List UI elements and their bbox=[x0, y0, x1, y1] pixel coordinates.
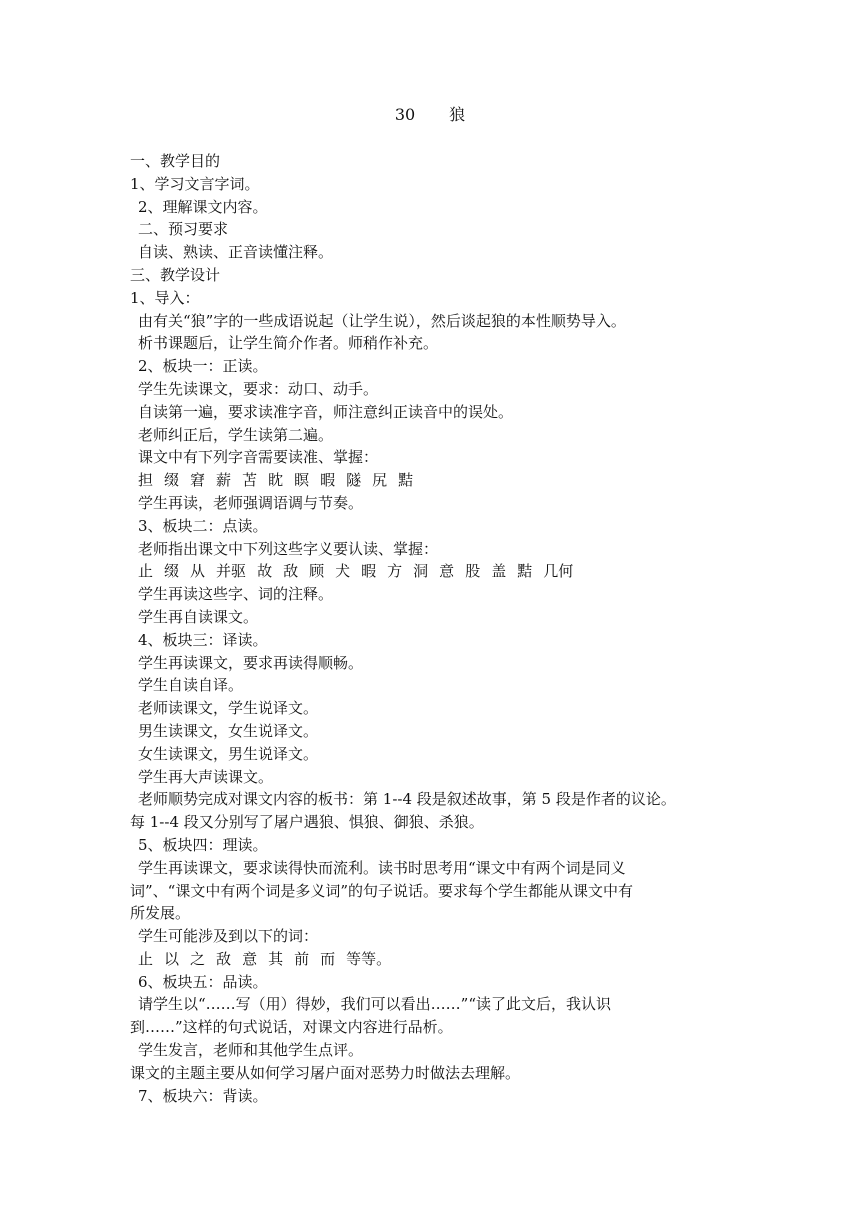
char-item: 黠 bbox=[517, 562, 533, 581]
char-list bbox=[130, 560, 740, 583]
text-line: 5、板块四：理读。 bbox=[138, 835, 268, 854]
char-item: 等等。 bbox=[346, 949, 392, 968]
text-line: 7、板块六：背读。 bbox=[138, 1086, 268, 1105]
text-line: 学生再读课文，要求读得快而流利。读书时思考用“课文中有两个词是同义 bbox=[138, 858, 626, 877]
char-item: 股 bbox=[465, 562, 481, 581]
text-line: 学生可能涉及到以下的词： bbox=[138, 927, 319, 946]
char-item: 缀 bbox=[164, 471, 180, 490]
char-item: 隧 bbox=[346, 471, 362, 490]
char-item: 止 bbox=[138, 562, 154, 581]
char-list bbox=[130, 469, 740, 492]
text-line: 男生读课文，女生说译文。 bbox=[138, 721, 319, 740]
char-item: 犬 bbox=[335, 562, 351, 581]
text-line: 一、教学目的 bbox=[130, 152, 221, 170]
char-item: 顾 bbox=[309, 562, 325, 581]
char-item: 眈 bbox=[268, 471, 284, 490]
text-line: 学生再读课文，要求再读得顺畅。 bbox=[138, 653, 364, 672]
title-number: 30 bbox=[394, 105, 416, 124]
text-line: 学生再读，老师强调语调与节奏。 bbox=[138, 493, 364, 512]
char-item: 洞 bbox=[413, 562, 429, 581]
char-item: 敌 bbox=[283, 562, 299, 581]
text-line: 学生再大声读课文。 bbox=[138, 767, 274, 786]
text-line: 析书课题后，让学生简介作者。师稍作补充。 bbox=[138, 334, 439, 353]
text-line: 老师指出课文中下列这些字义要认读、掌握： bbox=[138, 539, 439, 558]
char-item: 瞑 bbox=[294, 471, 310, 490]
text-line: 学生发言，老师和其他学生点评。 bbox=[138, 1041, 364, 1060]
char-item: 尻 bbox=[372, 471, 388, 490]
char-item: 而 bbox=[320, 949, 336, 968]
text-line: 请学生以“……写（用）得妙，我们可以看出……”“读了此文后，我认识 bbox=[138, 995, 612, 1014]
char-item: 几何 bbox=[543, 562, 574, 581]
text-line: 女生读课文，男生说译文。 bbox=[138, 744, 319, 763]
char-item: 盖 bbox=[491, 562, 507, 581]
char-item: 前 bbox=[294, 949, 310, 968]
text-line: 词”、“课文中有两个词是多义词”的句子说话。要求每个学生都能从课文中有 bbox=[130, 881, 634, 900]
char-item: 之 bbox=[190, 949, 206, 968]
char-item: 意 bbox=[242, 949, 258, 968]
char-item: 并驱 bbox=[216, 562, 247, 581]
text-line: 老师读课文，学生说译文。 bbox=[138, 699, 319, 718]
text-line: 由有关“狼”字的一些成语说起（让学生说），然后谈起狼的本性顺势导入。 bbox=[138, 311, 626, 330]
document-body bbox=[130, 150, 740, 1107]
text-line: 6、板块五：品读。 bbox=[138, 972, 268, 991]
char-item: 暇 bbox=[320, 471, 336, 490]
text-line: 所发展。 bbox=[130, 904, 191, 923]
text-line: 三、教学设计 bbox=[130, 265, 221, 284]
text-line: 课文中有下列字音需要读准、掌握： bbox=[138, 448, 379, 467]
text-line: 课文的主题主要从如何学习屠户面对恶势力时做法去理解。 bbox=[130, 1063, 521, 1082]
text-line: 自读第一遍，要求读准字音，师注意纠正读音中的误处。 bbox=[138, 402, 514, 421]
char-item: 方 bbox=[387, 562, 403, 581]
char-item: 窘 bbox=[190, 471, 206, 490]
text-line: 2、板块一：正读。 bbox=[138, 357, 268, 376]
text-line: 到……”这样的句式说话，对课文内容进行品析。 bbox=[130, 1018, 453, 1037]
title-text: 狼 bbox=[449, 105, 466, 124]
char-item: 担 bbox=[138, 471, 154, 490]
char-item: 缀 bbox=[164, 562, 180, 581]
char-item: 止 bbox=[138, 949, 154, 968]
char-item: 意 bbox=[439, 562, 455, 581]
char-item: 敌 bbox=[216, 949, 232, 968]
page-title bbox=[0, 104, 860, 126]
text-line: 每 1--4 段又分别写了屠户遇狼、惧狼、御狼、杀狼。 bbox=[130, 813, 484, 832]
text-line: 4、板块三：译读。 bbox=[138, 630, 268, 649]
char-item: 从 bbox=[190, 562, 206, 581]
text-line: 3、板块二：点读。 bbox=[138, 516, 268, 535]
text-line: 2、理解课文内容。 bbox=[138, 197, 268, 216]
char-item: 故 bbox=[257, 562, 273, 581]
char-item: 黠 bbox=[398, 471, 414, 490]
char-list bbox=[130, 948, 740, 971]
char-item: 薪 bbox=[216, 471, 232, 490]
text-line: 老师顺势完成对课文内容的板书：第 1--4 段是叙述故事，第 5 段是作者的议论。 bbox=[138, 790, 676, 809]
text-line: 自读、熟读、正音读懂注释。 bbox=[138, 243, 334, 262]
text-line: 老师纠正后，学生读第二遍。 bbox=[138, 425, 334, 444]
char-item: 苫 bbox=[242, 471, 258, 490]
text-line: 学生再读这些字、词的注释。 bbox=[138, 585, 334, 604]
char-item: 以 bbox=[164, 949, 180, 968]
text-line: 1、学习文言字词。 bbox=[130, 174, 260, 193]
text-line: 学生自读自译。 bbox=[138, 676, 244, 695]
text-line: 1、导入： bbox=[130, 288, 200, 307]
text-line: 二、预习要求 bbox=[138, 220, 229, 239]
text-line: 学生再自读课文。 bbox=[138, 607, 259, 626]
char-item: 其 bbox=[268, 949, 284, 968]
char-item: 暇 bbox=[361, 562, 377, 581]
text-line: 学生先读课文，要求：动口、动手。 bbox=[138, 379, 379, 398]
